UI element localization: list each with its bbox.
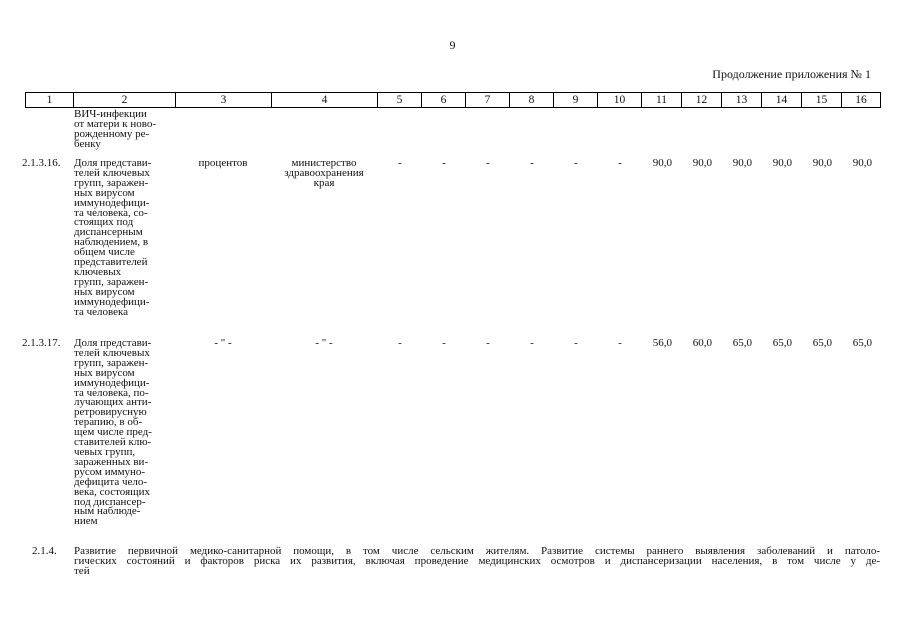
indicator-name-line: ретровирусную [74,406,147,419]
empty-year-cell: - [574,337,578,349]
indicator-name [74,339,174,527]
responsible-org-line: здравоохранения [284,166,364,179]
indicator-name-line: иммунодефици- [74,295,150,308]
carry-over-text [74,110,174,150]
responsible-org-line: края [313,176,335,189]
unit-cell: - " - [214,337,232,349]
indicator-name-line: века, состоящих [74,485,150,498]
indicator-name-line: общем числе [74,246,135,259]
target-value-cell: 56,0 [652,337,672,349]
target-value-cell: 90,0 [692,157,712,169]
continuation-label: Продолжение приложения № 1 [712,67,871,81]
indicator-name-line: дефицита чело- [74,475,148,488]
empty-year-cell: - [618,157,622,169]
indicator-name-line: ных вирусом [74,186,135,199]
indicator-name-line: щем числе пред- [74,426,152,439]
indicator-name-line: диспансерным [74,226,143,239]
indicator-name-line: та человека [74,305,129,318]
responsible-org-line: - " - [315,337,333,349]
column-header-7: 7 [466,93,510,108]
column-header-3: 3 [176,93,272,108]
empty-year-cell: - [618,337,622,349]
section-number: 2.1.4. [32,545,57,557]
column-header-1: 1 [26,93,74,108]
target-value-cell: 65,0 [732,337,752,349]
row-number: 2.1.3.16. [22,157,61,169]
column-header-table [25,92,881,108]
empty-year-cell: - [486,157,490,169]
target-value-cell: 90,0 [772,157,792,169]
target-value-cell: 60,0 [692,337,712,349]
target-value-cell: 65,0 [772,337,792,349]
indicator-name-line: ным наблюде- [74,505,141,518]
section-text-line: гических состояний и факторов риска их развития, включая проведение медицинских осмотров и диспансеризации населения, в том числе у де- [74,555,880,567]
column-header-row [26,93,881,108]
indicator-name-line: представителей [74,256,148,269]
indicator-name-line: телей ключевых [74,346,150,359]
column-header-6: 6 [422,93,466,108]
target-value-cell: 90,0 [852,157,872,169]
target-value-cell: 90,0 [652,157,672,169]
target-value-cell: 90,0 [732,157,752,169]
column-header-11: 11 [642,93,682,108]
unit-cell: процентов [198,157,248,169]
column-header-16: 16 [842,93,881,108]
responsible-org [272,159,376,189]
indicator-name-line: стоящих под [74,216,134,229]
indicator-name-line: телей ключевых [74,166,150,179]
carry-over-line: от матери к ново- [74,117,156,130]
indicator-name-line: иммунодефици- [74,196,150,209]
column-header-14: 14 [762,93,802,108]
page-number: 9 [449,38,456,52]
indicator-name-line: ключевых [74,265,122,278]
indicator-name-line: групп, заражен- [74,275,149,288]
indicator-name-line: нием [74,515,98,528]
empty-year-cell: - [398,337,402,349]
section-text [74,546,880,576]
column-header-15: 15 [802,93,842,108]
indicator-name-line: групп, заражен- [74,356,149,369]
indicator-name-line: лучающих анти- [74,396,152,409]
column-header-8: 8 [510,93,554,108]
indicator-name-line: ных вирусом [74,285,135,298]
indicator-name-line: чевых групп, [74,445,136,458]
indicator-name-line: иммунодефици- [74,376,150,389]
indicator-name-line: Доля представи- [74,337,152,349]
target-value-cell: 65,0 [852,337,872,349]
indicator-name-line: ставителей клю- [74,436,152,449]
column-header-4: 4 [272,93,378,108]
empty-year-cell: - [574,157,578,169]
indicator-name-line: групп, заражен- [74,176,149,189]
empty-year-cell: - [442,337,446,349]
carry-over-line: рожденному ре- [74,127,150,140]
responsible-org [272,339,376,349]
carry-over-line: бенку [74,137,101,150]
indicator-name [74,159,174,318]
empty-year-cell: - [530,337,534,349]
section-text-line: тей [74,565,90,577]
indicator-name-line: Доля представи- [74,157,152,169]
indicator-name-line: терапию, в об- [74,416,143,429]
target-value-cell: 65,0 [812,337,832,349]
empty-year-cell: - [442,157,446,169]
column-header-12: 12 [682,93,722,108]
empty-year-cell: - [398,157,402,169]
indicator-name-line: та человека, по- [74,386,149,399]
empty-year-cell: - [530,157,534,169]
indicator-name-line: русом иммуно- [74,465,146,478]
column-header-5: 5 [378,93,422,108]
indicator-name-line: под диспансер- [74,495,146,508]
column-header-13: 13 [722,93,762,108]
section-text-line: Развитие первичной медико-санитарной помощи, в том числе сельским жителям. Развитие системы раннего выявления заболеваний и патоло- [74,545,880,557]
target-value-cell: 90,0 [812,157,832,169]
responsible-org-line: министерство [291,157,357,169]
column-header-9: 9 [554,93,598,108]
empty-year-cell: - [486,337,490,349]
column-header-10: 10 [598,93,642,108]
carry-over-line: ВИЧ-инфекции [74,108,147,120]
row-number: 2.1.3.17. [22,337,61,349]
indicator-name-line: зараженных ви- [74,455,149,468]
indicator-name-line: наблюдением, в [74,236,149,249]
indicator-name-line: ных вирусом [74,366,135,379]
indicator-name-line: та человека, со- [74,206,148,219]
column-header-2: 2 [74,93,176,108]
